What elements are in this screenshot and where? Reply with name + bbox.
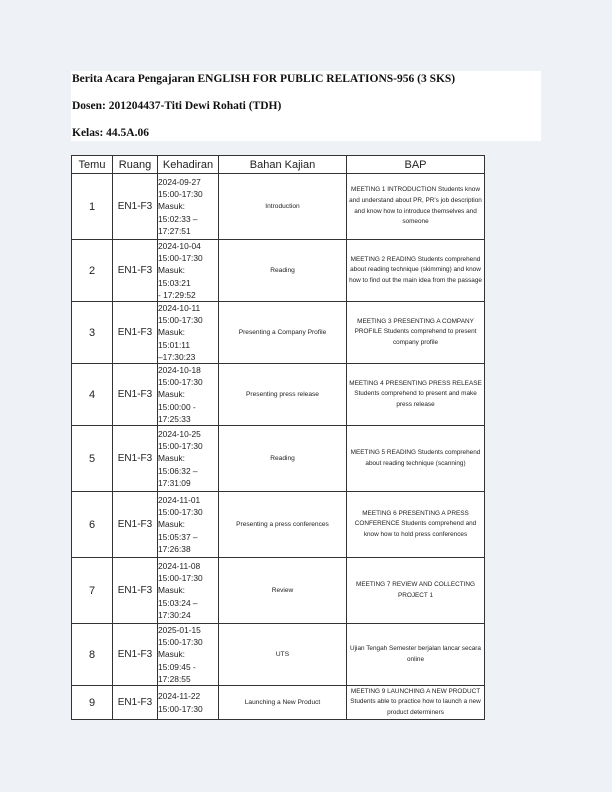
bap-cell: MEETING 6 PRESENTING A PRESS CONFERENCE Students comprehend and know how to hold press conferences (347, 492, 485, 558)
kehadiran-cell: 2024-10-18 15:00-17:30 Masuk: 15:00:00 - 17:25:33 (158, 364, 219, 426)
ruang-cell: EN1-F3 (113, 302, 158, 364)
temu-cell: 8 (72, 624, 113, 686)
kehadiran-cell: 2024-09-27 15:00-17:30 Masuk: 15:02:33 – 17:27:51 (158, 174, 219, 240)
document-title: Berita Acara Pengajaran ENGLISH FOR PUBLIC RELATIONS-956 (3 SKS) (72, 73, 456, 85)
temu-cell: 4 (72, 364, 113, 426)
temu-cell: 5 (72, 426, 113, 492)
kehadiran-cell: 2024-11-01 15:00-17:30 Masuk: 15:05:37 – 17:26:38 (158, 492, 219, 558)
kehadiran-cell: 2024-10-04 15:00-17:30 Masuk: 15:03:21 - 17:29:52 (158, 240, 219, 302)
document-header (71, 71, 541, 141)
table-row (72, 302, 485, 364)
bap-cell: MEETING 2 READING Students comprehend about reading technique (skimming) and know how to find out the main idea from the passage (347, 240, 485, 302)
bap-cell: MEETING 3 PRESENTING A COMPANY PROFILE Students comprehend to present company profile (347, 302, 485, 364)
kehadiran-cell: 2025-01-15 15:00-17:30 Masuk: 15:09:45 - 17:28:55 (158, 624, 219, 686)
table-row (72, 686, 485, 720)
ruang-cell: EN1-F3 (113, 364, 158, 426)
bahan-kajian-cell: Review (219, 558, 347, 624)
temu-cell: 1 (72, 174, 113, 240)
bap-cell: MEETING 4 PRESENTING PRESS RELEASE Students comprehend to present and make press release (347, 364, 485, 426)
column-header-temu: Temu (72, 156, 113, 174)
bahan-kajian-cell: Presenting a Company Profile (219, 302, 347, 364)
kehadiran-cell: 2024-10-25 15:00-17:30 Masuk: 15:06:32 – 17:31:09 (158, 426, 219, 492)
table-row (72, 558, 485, 624)
bahan-kajian-cell: Reading (219, 240, 347, 302)
bap-cell: MEETING 9 LAUNCHING A NEW PRODUCT Students able to practice how to launch a new product determiners (347, 686, 485, 720)
column-header-ruang: Ruang (113, 156, 158, 174)
temu-cell: 6 (72, 492, 113, 558)
table-row (72, 492, 485, 558)
table-row (72, 624, 485, 686)
temu-cell: 7 (72, 558, 113, 624)
bahan-kajian-cell: Presenting press release (219, 364, 347, 426)
ruang-cell: EN1-F3 (113, 174, 158, 240)
table-row (72, 174, 485, 240)
bap-cell: MEETING 7 REVIEW AND COLLECTING PROJECT 1 (347, 558, 485, 624)
kehadiran-cell: 2024-11-22 15:00-17:30 (158, 686, 219, 720)
temu-cell: 9 (72, 686, 113, 720)
bahan-kajian-cell: Introduction (219, 174, 347, 240)
kehadiran-cell: 2024-10-11 15:00-17:30 Masuk: 15:01:11 –17:30:23 (158, 302, 219, 364)
bap-cell: MEETING 1 INTRODUCTION Students know and understand about PR, PR's job description and know how to introduce themselves and someone (347, 174, 485, 240)
ruang-cell: EN1-F3 (113, 240, 158, 302)
ruang-cell: EN1-F3 (113, 558, 158, 624)
table-row (72, 364, 485, 426)
table-header-row (72, 156, 485, 174)
ruang-cell: EN1-F3 (113, 426, 158, 492)
table-row (72, 240, 485, 302)
bahan-kajian-cell: Presenting a press conferences (219, 492, 347, 558)
bap-cell: Ujian Tengah Semester berjalan lancar secara online (347, 624, 485, 686)
class-line: Kelas: 44.5A.06 (72, 127, 149, 139)
bahan-kajian-cell: UTS (219, 624, 347, 686)
ruang-cell: EN1-F3 (113, 624, 158, 686)
bahan-kajian-cell: Launching a New Product (219, 686, 347, 720)
bap-cell: MEETING 5 READING Students comprehend about reading technique (scanning) (347, 426, 485, 492)
ruang-cell: EN1-F3 (113, 492, 158, 558)
column-header-bap: BAP (347, 156, 485, 174)
temu-cell: 3 (72, 302, 113, 364)
bap-table (71, 155, 485, 720)
table-row (72, 426, 485, 492)
column-header-kehadiran: Kehadiran (158, 156, 219, 174)
column-header-bahan-kajian: Bahan Kajian (219, 156, 347, 174)
temu-cell: 2 (72, 240, 113, 302)
lecturer-line: Dosen: 201204437-Titi Dewi Rohati (TDH) (72, 100, 282, 112)
bahan-kajian-cell: Reading (219, 426, 347, 492)
ruang-cell: EN1-F3 (113, 686, 158, 720)
kehadiran-cell: 2024-11-08 15:00-17:30 Masuk: 15:03:24 – 17:30:24 (158, 558, 219, 624)
